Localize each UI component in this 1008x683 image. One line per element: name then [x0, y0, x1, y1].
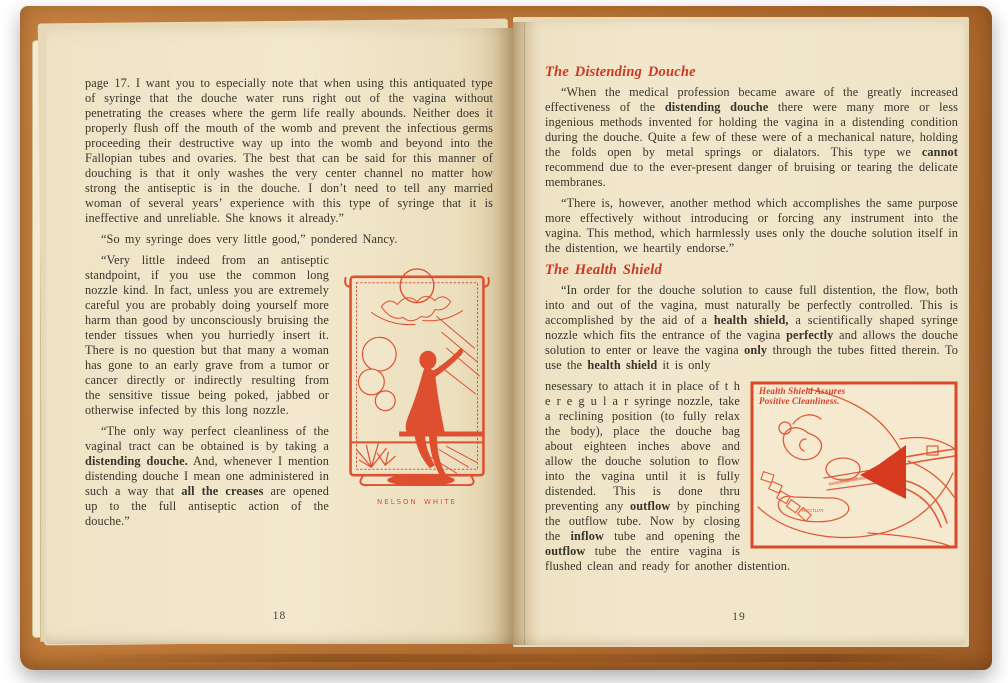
deco-illustration — [341, 255, 493, 510]
cover-wear-streak — [60, 654, 960, 662]
paragraph: page 17. I want you to especially note that when using this antiquated type of syringe that the douche water runs right out of the vagina without penetrating the creases where the germ life really abounds. Neither does it properly flush off the mouth of the womb and prevent the infectious germs proceeding their destructive way up into the womb and beyond into the Fallopian tubes and ovaries. The best that can be said for this manner of douching is that it only washes the very center channel no matter how strong the antiseptic is in the douche. I don’t need to tell any married woman of several years’ experience with this type of syringe that it is ineffective and unreliable. She knows it already.” — [85, 76, 493, 225]
paragraph: “In order for the douche solution to cause full distention, the flow, both into and out of the vagina, must naturally be perfectly controlled. This is accomplished by the aid of a health shield, a scientifically shaped syringe nozzle which fits the entrance of the vagina perfectly and allows the douche solution to enter or leave the vagina only through the tubes fitted therein. To use the health shield it is only — [545, 283, 959, 372]
sun-icon — [400, 269, 434, 303]
label-vagina: Vagina — [839, 475, 858, 484]
page-crease — [524, 22, 525, 645]
health-shield-diagram — [750, 381, 958, 549]
left-page-text-block — [85, 76, 493, 535]
diagram-border — [752, 383, 956, 547]
paragraph: “So my syringe does very little good,” pondered Nancy. — [101, 232, 398, 246]
cloud-icon — [358, 337, 396, 410]
page-number-right: 19 — [732, 611, 746, 623]
anatomy-diagram-illustration — [750, 381, 958, 549]
diagram-caption-line2: Positive Cleanliness. — [759, 395, 840, 406]
text-with-diagram — [545, 379, 958, 574]
paragraph: “When the medical profession became aware of the greatly increased effectiveness of the distending douche there were many more or less ingenious methods invented for holding the vagina in a distending condition during the douche. Quite a few of these were of a mechanical nature, holding the folds open by metal springs or dialators. This type we cannot recommend due to the ever-present danger of bruising or tearing the delicate membranes. — [545, 85, 958, 189]
page-number-left: 18 — [272, 610, 287, 622]
section-heading-health-shield: The Health Shield — [545, 262, 662, 278]
paragraph: “There is, however, another method which accomplishes the same purpose more effectively without introducing or forcing any instrument into the vagina. This method, which harmlessly uses only the douche solution itself in the distention, we heartily endorse.” — [545, 196, 958, 255]
left-page — [46, 28, 513, 644]
paragraph: nesessary to attach it in place of t h e r e g u l a r syringe nozzle, take a reclining position (to fully relax the body), place the douche bag about eighteen inches above and allow the douche solution to flow into the vagina until it is fully distended. This is done thru preventing any outflow by pinching the outflow tube. Now by closing the inflow tube and opening the outflow tube the entire vagina is flushed clean and ready for another distention. — [545, 379, 791, 573]
right-page-text-block — [545, 62, 958, 580]
paragraph: “Very little indeed from an antiseptic standpoint, if you use the common long nozzle kind. In fact, unless you are extremely careful you are probably doing yourself more harm than good by unconsciously bruising the tender tissues when you hurriedly insert it. There is no question but that many a woman has gone to an early grave from a tumor or cancer directly or indirectly resulting from the sensitive tissue being poked, jabbed or otherwise infected by this long nozzle. — [85, 253, 329, 417]
paragraph: “The only way perfect cleanliness of the vaginal tract can be obtained is by taking a distending douche. And, whenever I mention distending douche I mean one administered in such a way that all the creases are opened up to the full antiseptic action of the douche.” — [85, 424, 329, 528]
section-heading-distending-douche: The Distending Douche — [545, 64, 696, 80]
diagram-caption — [759, 387, 845, 406]
diagram-caption-line1: Health Shield Assures — [759, 386, 846, 396]
artist-signature: NELSON WHITE — [377, 498, 457, 506]
foliage-scribble — [381, 296, 450, 320]
right-page — [513, 22, 965, 645]
text-with-illustration — [85, 253, 493, 529]
woman-silhouette-illustration — [341, 255, 493, 493]
plant-icon — [357, 443, 396, 467]
woman-silhouette — [387, 349, 463, 486]
label-rectum: Rectum — [802, 508, 824, 514]
